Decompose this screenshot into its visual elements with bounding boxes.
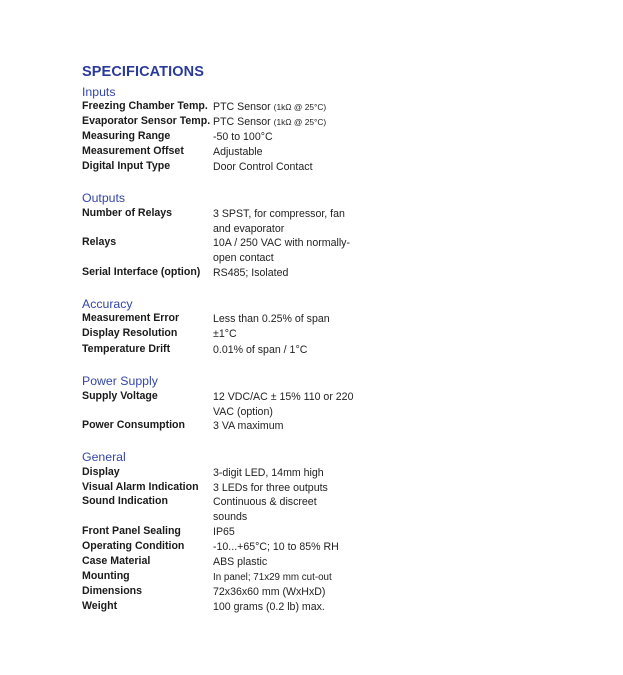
spec-row [82, 466, 502, 481]
spec-value: 100 grams (0.2 lb) max. [213, 601, 325, 613]
spec-note: (1kΩ @ 25°C) [273, 117, 327, 127]
spec-value: Adjustable [213, 146, 263, 158]
spec-value: RS485; Isolated [213, 267, 289, 279]
spec-row [82, 525, 502, 540]
spec-label: Digital Input Type [82, 160, 171, 172]
section-heading-power-supply: Power Supply [82, 374, 158, 388]
section-heading-inputs: Inputs [82, 85, 116, 99]
section-heading-outputs: Outputs [82, 191, 126, 205]
spec-value: Continuous & discreet sounds [213, 496, 317, 523]
spec-value: 0.01% of span / 1°C [213, 344, 308, 356]
spec-label: Weight [82, 600, 118, 612]
section-heading-accuracy: Accuracy [82, 297, 133, 311]
spec-value: 12 VDC/AC ± 15% 110 or 220 VAC (option) [213, 391, 354, 418]
spec-value: 72x36x60 mm (WxHxD) [213, 586, 326, 598]
spec-row [82, 540, 502, 555]
spec-row [82, 495, 502, 523]
spec-row [82, 600, 502, 615]
spec-label: Measurement Offset [82, 145, 184, 157]
spec-value: 3 SPST, for compressor, fan and evaporator [213, 208, 345, 235]
spec-value: PTC Sensor (1kΩ @ 25°C) [213, 101, 327, 113]
spec-label: Visual Alarm Indication [82, 481, 199, 493]
spec-row [82, 100, 502, 115]
spec-row [82, 481, 502, 496]
spec-value: Door Control Contact [213, 161, 313, 173]
spec-row [82, 585, 502, 600]
spec-label: Serial Interface (option) [82, 266, 201, 278]
spec-row [82, 236, 502, 264]
spec-label: Operating Condition [82, 540, 185, 552]
spec-label: Power Consumption [82, 419, 185, 431]
spec-value: PTC Sensor (1kΩ @ 25°C) [213, 116, 327, 128]
spec-row [82, 115, 502, 130]
spec-label: Mounting [82, 570, 130, 582]
spec-row [82, 570, 502, 585]
spec-row [82, 160, 502, 175]
spec-row [82, 327, 502, 342]
spec-row [82, 390, 502, 418]
spec-value: ±1°C [213, 328, 237, 340]
spec-value: 3 LEDs for three outputs [213, 482, 328, 494]
spec-row [82, 555, 502, 570]
spec-value: ABS plastic [213, 556, 268, 568]
section-heading-general: General [82, 450, 126, 464]
spec-label: Front Panel Sealing [82, 525, 181, 537]
spec-row [82, 207, 502, 235]
spec-value: 3-digit LED, 14mm high [213, 467, 324, 479]
spec-label: Temperature Drift [82, 343, 171, 355]
spec-value: -50 to 100°C [213, 131, 273, 143]
spec-row [82, 130, 502, 145]
spec-label: Evaporator Sensor Temp. [82, 115, 211, 127]
spec-title: SPECIFICATIONS [82, 64, 204, 80]
spec-label: Display [82, 466, 120, 478]
spec-row [82, 266, 502, 281]
spec-label: Relays [82, 236, 117, 248]
spec-value: -10...+65°C; 10 to 85% RH [213, 541, 339, 553]
spec-label: Sound Indication [82, 495, 168, 507]
spec-note: (1kΩ @ 25°C) [273, 102, 327, 112]
spec-label: Measuring Range [82, 130, 171, 142]
spec-value: 3 VA maximum [213, 420, 284, 432]
spec-value: 10A / 250 VAC with normally-open contact [213, 237, 350, 264]
spec-row [82, 419, 502, 434]
spec-value: IP65 [213, 526, 235, 538]
spec-row [82, 343, 502, 358]
spec-label: Freezing Chamber Temp. [82, 100, 208, 112]
spec-label: Supply Voltage [82, 390, 158, 402]
spec-label: Display Resolution [82, 327, 178, 339]
spec-label: Dimensions [82, 585, 143, 597]
spec-value: Less than 0.25% of span [213, 313, 330, 325]
spec-label: Case Material [82, 555, 151, 567]
spec-label: Measurement Error [82, 312, 180, 324]
spec-row [82, 145, 502, 160]
spec-row [82, 312, 502, 327]
spec-value: In panel; 71x29 mm cut-out [213, 572, 332, 583]
spec-label: Number of Relays [82, 207, 173, 219]
